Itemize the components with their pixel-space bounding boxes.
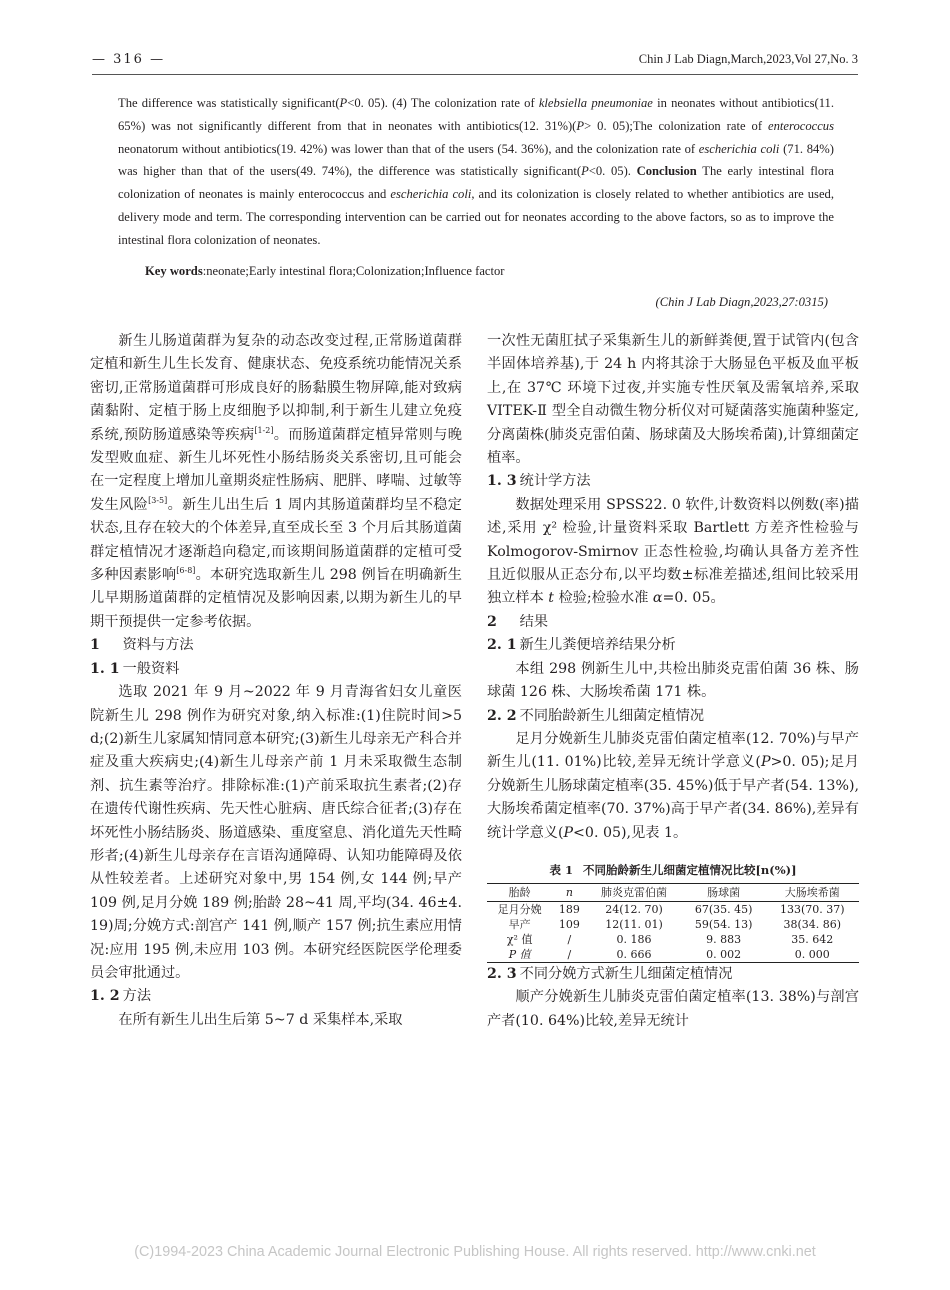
- gestational-age-paragraph: 足月分娩新生儿肺炎克雷伯菌定植率(12. 70%)与早产新生儿(11. 01%)比较,差异无统计学意义(P>0. 05);足月分娩新生儿肠球菌定植率(35. 45%)低于早产者(54. 13%),大肠埃希菌定植率(70. 37%)高于早产者(34. 86%),差异有统计学意义(P<0. 05),见表 1。: [487, 730, 859, 841]
- table-row: 足月分娩 189 24(12. 70) 67(35. 45) 133(70. 37): [497, 902, 845, 916]
- organism-name: enterococcus: [768, 118, 835, 133]
- table-row: χ² 值 / 0. 186 9. 883 35. 642: [506, 932, 834, 946]
- colonization-table: [487, 883, 859, 963]
- keywords-label: Key words: [145, 263, 203, 278]
- running-header: [92, 52, 858, 72]
- general-data-paragraph: 选取 2021 年 9 月~2022 年 9 月青海省妇女儿童医院新生儿 298 例作为研究对象,纳入标准:(1)住院时间>5 d;(2)新生儿家属知情同意本研究;(3)新生儿母亲无产科合并症及重大疾病史;(4)新生儿母亲产前 1 月未采取微生态制剂、抗生素等治疗。排除标准:(1)产前采取抗生素者;(2)存在遗传代谢性疾病、先天性心脏病、唐氏综合征者;(3)存在坏死性小肠结肠炎、肠道感染、重度窒息、消化道先天性畸形者;(4)新生儿母亲存在言语沟通障碍、认知功能障碍及依从性较差者。上述研究对象中,男 154 例,女 144 例;早产 109 例,足月分娩 189 例;胎龄 28~41 周,平均(34. 46±4. 19)周;分娩方式:剖宫产 141 例,顺产 157 例;抗生素应用情况:应用 195 例,未应用 103 例。本研究经医院医学伦理委员会审批通过。: [90, 684, 462, 981]
- section-heading-1-3: 1. 3 统计学方法: [487, 473, 591, 490]
- english-abstract: [118, 92, 834, 314]
- section-heading-2: 2 结果: [487, 613, 549, 630]
- keywords: Key words:neonate;Early intestinal flora;Colonization;Influence factor: [145, 263, 505, 278]
- organism-name: escherichia coli: [390, 187, 472, 202]
- abstract-results-conclusion: The difference was statistically significant(P<0. 05). (4) The colonization rate of klebsiella pneumoniae in neonates without antibiotics(11. 65%) was not significantly different from that in neonates with antibiotics(12. 31%)(P> 0. 05);The colonization rate of enterococcus neonatorum without antibiotics(19. 42%) was lower than that of the users (54. 36%), and the colonization rate of escherichia coli (71. 84%) was higher than that of the users(49. 74%), the difference was statistically significant(P<0. 05). Conclusion The early intestinal flora colonization of neonates is mainly enterococcus and escherichia coli, and its colonization is closely related to whether antibiotics are used, delivery mode and term. The corresponding intervention can be carried out for neonates according to the above factors, so as to improve the intestinal flora colonization of neonates.: [118, 96, 835, 247]
- methods-paragraph-continued: 一次性无菌肛拭子采集新生儿的新鲜粪便,置于试管内(包含半固体培养基),于 24 h 内将其涂于大肠显色平板及血平板上,在 37℃ 环境下过夜,并实施专性厌氧及需氧培养,采取 VITEK-Ⅱ 型全自动微生物分析仪对可疑菌落实施菌种鉴定,分离菌株(肺炎克雷伯菌、肠球菌及大肠埃希菌),计算细菌定植率。: [487, 333, 859, 467]
- left-column: [90, 330, 462, 1032]
- citation: (Chin J Lab Diagn,2023,27:0315): [655, 295, 828, 310]
- organism-name: klebsiella pneumoniae: [538, 96, 653, 110]
- copyright-footer: (C)1994-2023 China Academic Journal Electronic Publishing House. All rights reserved. http://www.cnki.net: [134, 1244, 816, 1260]
- right-column: [487, 330, 859, 1033]
- section-heading-2-2: 2. 2 不同胎龄新生儿细菌定植情况: [487, 707, 705, 724]
- table-header-cell: 大肠埃希菌: [766, 883, 859, 901]
- statistics-paragraph: 数据处理采用 SPSS22. 0 软件,计数资料以例数(率)描述,采用 χ² 检验,计量资料采取 Bartlett 方差齐性检验与 Kolmogorov-Smirnov 正态性检验,均确认具备方差齐性且近似服从正态分布,以平均数±标准差描述,组间比较采用独立样本 t 检验;检验水准 α=0. 05。: [487, 496, 859, 607]
- reference-marker: [3-5]: [148, 495, 168, 505]
- table-row: P 值 / 0. 666 0. 002 0. 000: [508, 947, 830, 961]
- section-heading-2-1: 2. 1 新生儿粪便培养结果分析: [487, 637, 676, 654]
- table-caption: 表 1 不同胎龄新生儿细菌定植情况比较[n(%)]: [549, 862, 797, 877]
- table-row: 早产 109 12(11. 01) 59(54. 13) 38(34. 86): [508, 917, 842, 931]
- journal-info: Chin J Lab Diagn,March,2023,Vol 27,No. 3: [638, 52, 858, 66]
- introduction-paragraph: 新生儿肠道菌群为复杂的动态改变过程,正常肠道菌群定植和新生儿生长发育、健康状态、免疫系统功能情况关系密切,正常肠道菌群可形成良好的肠黏膜生物屏障,能对致病菌黏附、定植于肠上皮细胞予以抑制,利于新生儿建立免疫系统,预防肠道感染等疾病[1-2]。而肠道菌群定植异常则与晚发型败血症、新生儿坏死性小肠结肠炎关系密切,且可能会在一定程度上增加儿童期炎症性肠病、肥胖、哮喘、过敏等发生风险[3-5]。新生儿出生后 1 周内其肠道菌群均呈不稳定状态,且存在较大的个体差异,直至成长至 3 个月后其肠道菌群定植情况才逐渐趋向稳定,而该期间肠道菌群的定植可受多种因素影响[6-8]。本研究选取新生儿 298 例旨在明确新生儿早期肠道菌群的定植情况及影响因素,以期为新生儿的早期干预提供一定参考依据。: [90, 333, 462, 630]
- table-header-row: [487, 883, 859, 901]
- reference-marker: [1-2]: [254, 425, 274, 435]
- culture-results-paragraph: 本组 298 例新生儿中,共检出肺炎克雷伯菌 36 株、肠球菌 126 株、大肠埃希菌 171 株。: [487, 660, 859, 701]
- page-number: — 316 —: [92, 52, 166, 67]
- reference-marker: [6-8]: [176, 566, 196, 576]
- table-header-cell: 胎龄: [487, 883, 552, 901]
- organism-name: escherichia coli: [698, 141, 780, 156]
- table-header-cell: n: [552, 883, 586, 901]
- conclusion-label: Conclusion: [636, 164, 697, 179]
- delivery-mode-paragraph: 顺产分娩新生儿肺炎克雷伯菌定植率(13. 38%)与剖宫产者(10. 64%)比较,差异无统计: [487, 989, 859, 1029]
- header-divider: [92, 74, 858, 75]
- table-header-cell: 肠球菌: [682, 883, 766, 901]
- methods-paragraph-start: 在所有新生儿出生后第 5~7 d 采集样本,采取: [118, 1011, 403, 1028]
- section-heading-1-1: 1. 1 一般资料: [90, 660, 180, 677]
- section-heading-1: 1 资料与方法: [90, 637, 194, 654]
- section-heading-2-3: 2. 3 不同分娩方式新生儿细菌定植情况: [487, 965, 733, 982]
- section-heading-1-2: 1. 2 方法: [90, 988, 152, 1005]
- table-header-cell: 肺炎克雷伯菌: [586, 883, 681, 901]
